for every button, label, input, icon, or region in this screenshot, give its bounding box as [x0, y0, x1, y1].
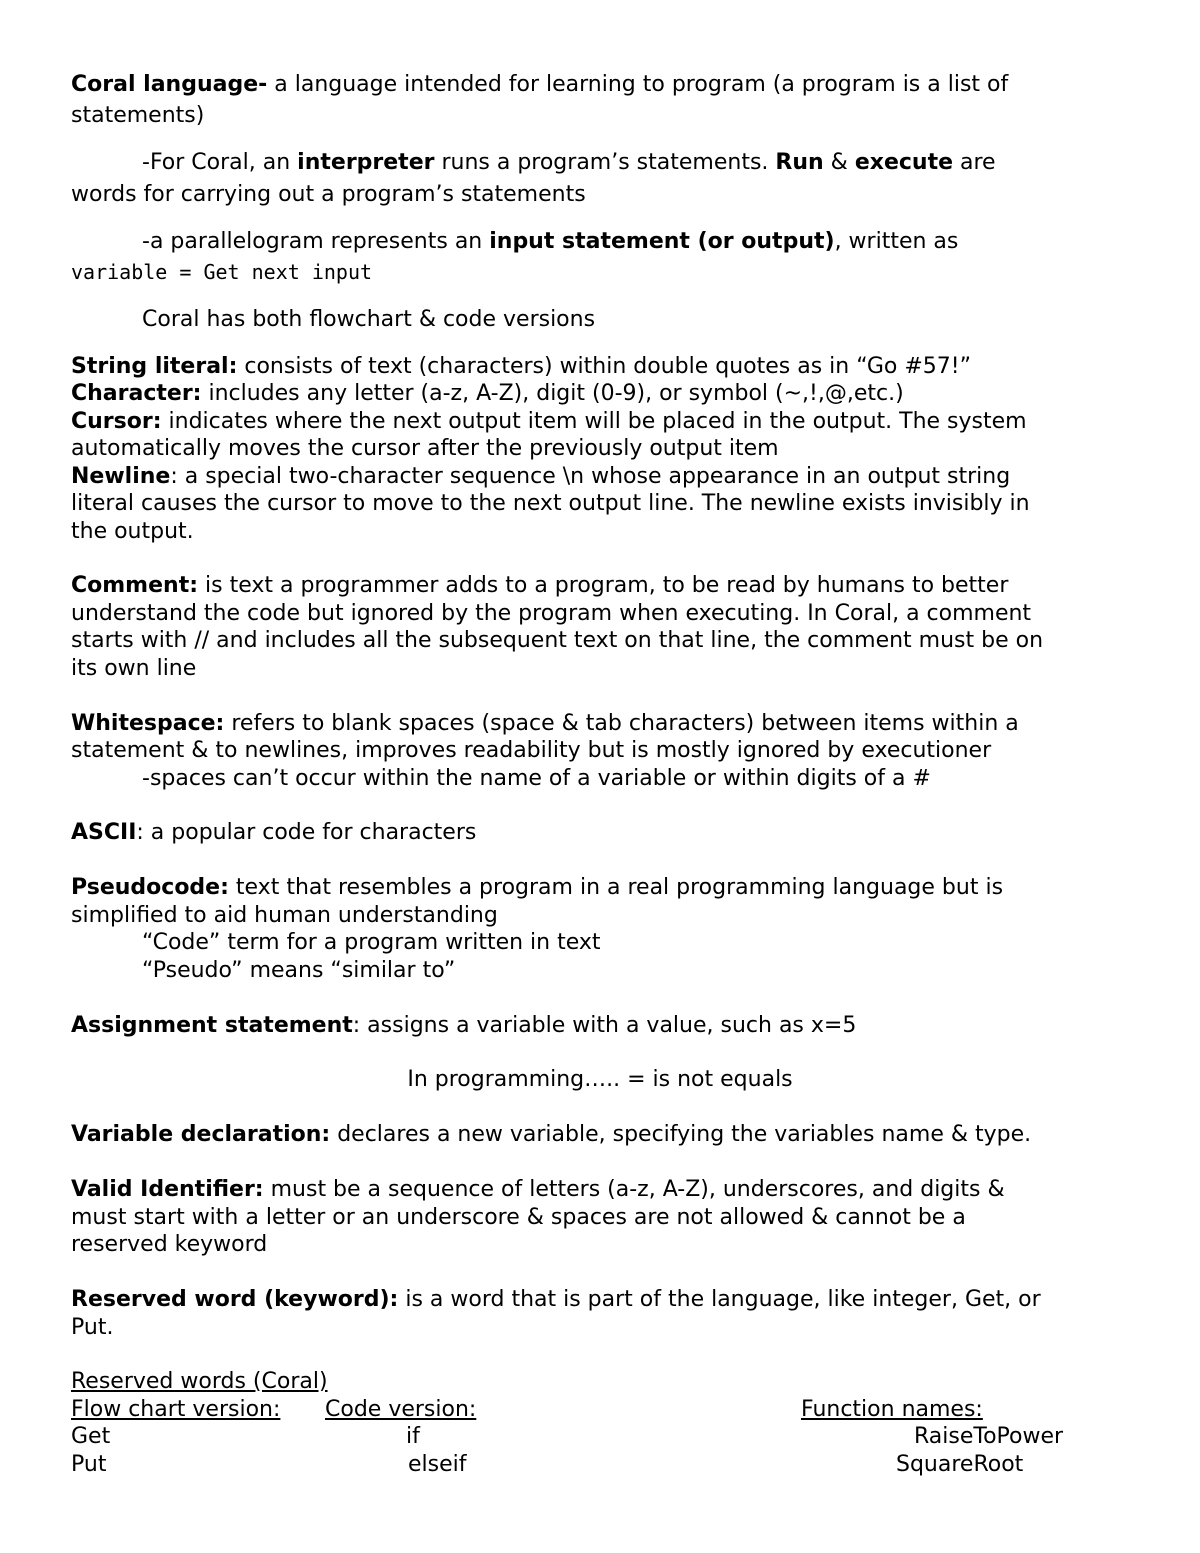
interpreter-line2: words for carrying out a program’s statements [71, 182, 586, 207]
table-cell-func-raisetopower: RaiseToPower [914, 1424, 1064, 1449]
character-text: includes any letter (a-z, A-Z), digit (0-9), or symbol (~,!,@,etc.) [201, 381, 904, 406]
reserved-word-def-line2: Put. [71, 1315, 114, 1340]
valid-identifier-term: Valid Identifier: [71, 1177, 264, 1202]
cursor-term: Cursor: [71, 409, 162, 434]
coral-language-line1 [71, 71, 1008, 99]
comment-def-line2: understand the code but ignored by the program when executing. In Coral, a comment [71, 601, 1032, 626]
interp-post: are [953, 150, 996, 175]
ascii-def [71, 819, 476, 847]
table-cell-code-elseif: elseif [408, 1452, 467, 1477]
table-cell-flow-put: Put [71, 1452, 107, 1477]
comment-text: is text a programmer adds to a program, to be read by humans to better [198, 573, 1009, 598]
variable-declaration-term: Variable declaration: [71, 1122, 331, 1147]
interp-pre: -For Coral, an [142, 150, 298, 175]
newline-term: Newline [71, 464, 171, 489]
para-pre: -a parallelogram represents an [142, 229, 490, 254]
cursor-def-line1 [71, 408, 1027, 436]
valid-identifier-text: must be a sequence of letters (a-z, A-Z), underscores, and digits & [263, 1177, 1005, 1202]
character-def [71, 380, 904, 408]
table-cell-flow-get: Get [71, 1424, 111, 1449]
newline-def-line1 [71, 463, 1010, 491]
comment-def-line4: its own line [71, 656, 197, 681]
cursor-def-line2: automatically moves the cursor after the previously output item [71, 436, 779, 461]
interp-mid1: runs a program’s statements. [434, 150, 776, 175]
reserved-table-title: Reserved words (Coral) [71, 1369, 328, 1394]
comment-def-line3: starts with // and includes all the subsequent text on that line, the comment must be on [71, 628, 1044, 653]
newline-def-line2: literal causes the cursor to move to the next output line. The newline exists invisibly in [71, 491, 1030, 516]
interpreter-term: interpreter [297, 150, 435, 175]
table-cell-func-squareroot: SquareRoot [896, 1452, 1024, 1477]
string-literal-def [71, 353, 971, 381]
valid-identifier-def-line2: must start with a letter or an underscore & spaces are not allowed & cannot be a [71, 1205, 966, 1230]
run-term: Run [775, 150, 824, 175]
pseudocode-def-line2: simplified to aid human understanding [71, 903, 498, 928]
cursor-text: indicates where the next output item will be placed in the output. The system [161, 409, 1027, 434]
interpreter-line1 [142, 149, 996, 177]
coral-term: Coral language- [71, 72, 268, 97]
interp-mid2: & [823, 150, 855, 175]
variable-declaration-def [71, 1121, 1031, 1149]
table-header-code: Code version: [325, 1397, 477, 1422]
reserved-word-text: is a word that is part of the language, like integer, Get, or [398, 1287, 1041, 1312]
reserved-word-def-line1 [71, 1286, 1041, 1314]
code-example: variable = Get next input [71, 260, 373, 284]
whitespace-def-line3: -spaces can’t occur within the name of a variable or within digits of a # [142, 766, 931, 791]
flowchart-note: Coral has both flowchart & code versions [142, 307, 596, 332]
coral-language-line2: statements) [71, 103, 205, 128]
whitespace-def-line2: statement & to newlines, improves readability but is mostly ignored by executioner [71, 738, 992, 763]
coral-def: a language intended for learning to program (a program is a list of [267, 72, 1009, 97]
assignment-term: Assignment statement [71, 1013, 353, 1038]
comment-term: Comment: [71, 573, 199, 598]
whitespace-term: Whitespace: [71, 711, 225, 736]
ascii-text: : a popular code for characters [136, 820, 477, 845]
valid-identifier-def-line3: reserved keyword [71, 1232, 268, 1257]
reserved-word-term: Reserved word (keyword): [71, 1287, 399, 1312]
pseudocode-term: Pseudocode: [71, 875, 229, 900]
input-statement-term: input statement (or output) [489, 229, 835, 254]
para-post: , written as [834, 229, 959, 254]
newline-text: : a special two-character sequence \n whose appearance in an output string [170, 464, 1011, 489]
comment-def-line1 [71, 572, 1008, 600]
pseudocode-def-line3: “Code” term for a program written in text [142, 930, 601, 955]
variable-declaration-text: declares a new variable, specifying the variables name & type. [330, 1122, 1032, 1147]
pseudocode-def-line1 [71, 874, 1003, 902]
valid-identifier-def-line1 [71, 1176, 1005, 1204]
assignment-text: : assigns a variable with a value, such as x=5 [352, 1013, 857, 1038]
character-term: Character: [71, 381, 202, 406]
whitespace-def-line1 [71, 710, 1019, 738]
string-literal-term: String literal: [71, 354, 238, 379]
assignment-def [71, 1012, 856, 1040]
ascii-term: ASCII [71, 820, 137, 845]
string-literal-text: consists of text (characters) within double quotes as in “Go #57!” [237, 354, 971, 379]
whitespace-text: refers to blank spaces (space & tab characters) between items within a [224, 711, 1019, 736]
pseudocode-text: text that resembles a program in a real programming language but is [228, 875, 1004, 900]
table-header-flowchart: Flow chart version: [71, 1397, 281, 1422]
newline-def-line3: the output. [71, 519, 194, 544]
execute-term: execute [854, 150, 954, 175]
parallelogram-line [142, 228, 958, 256]
pseudocode-def-line4: “Pseudo” means “similar to” [142, 958, 456, 983]
table-header-functions: Function names: [801, 1397, 983, 1422]
table-cell-code-if: if [406, 1424, 420, 1449]
programming-note: In programming….. = is not equals [407, 1067, 793, 1092]
